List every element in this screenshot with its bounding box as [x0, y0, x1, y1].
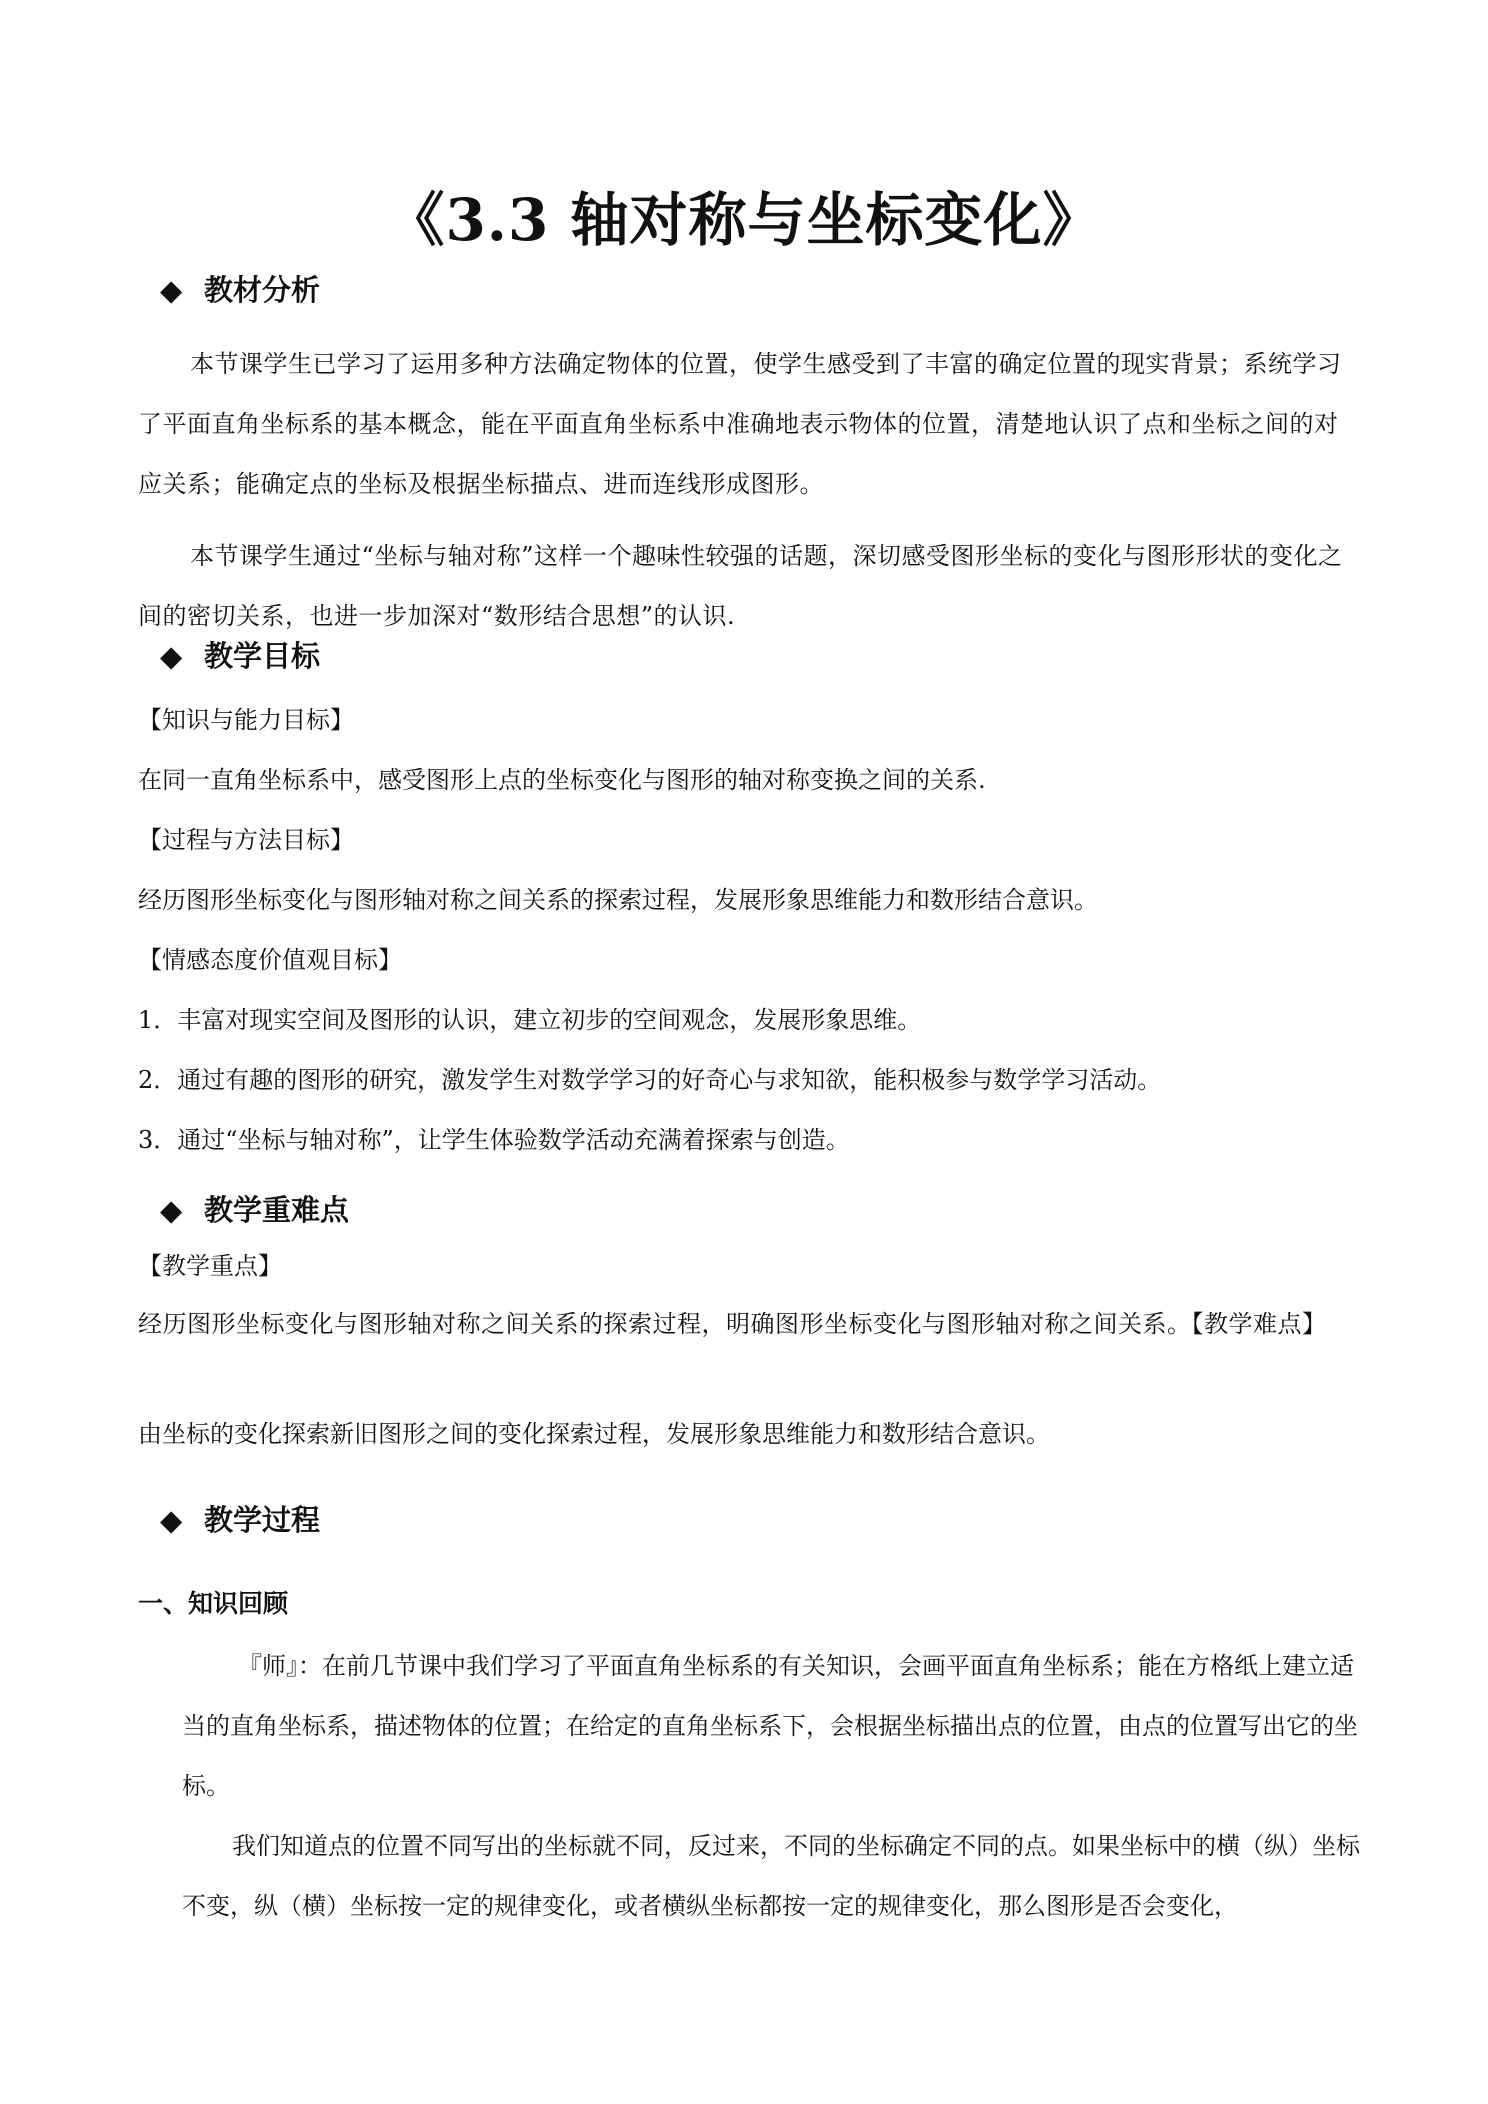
- process-goal-label: 【过程与方法目标】: [138, 826, 354, 854]
- process-goal-text: 经历图形坐标变化与图形轴对称之间关系的探索过程，发展形象思维能力和数形结合意识。: [138, 886, 1098, 914]
- emotion-goal-item: 2．通过有趣的图形的研究，激发学生对数学学习的好奇心与求知欲，能积极参与数学学习活动。: [138, 1066, 1162, 1094]
- review-paragraph-2: 我们知道点的位置不同写出的坐标就不同，反过来，不同的坐标确定不同的点。如果坐标中的横（纵）坐标不变，纵（横）坐标按一定的规律变化，或者横纵坐标都按一定的规律变化，那么图形是否会变化，: [182, 1832, 1360, 1920]
- heading-text: 教材分析: [204, 273, 321, 307]
- heading-text: 教学重难点: [204, 1193, 350, 1227]
- section-heading-analysis: [160, 270, 320, 310]
- section-heading-process: [160, 1500, 320, 1540]
- heading-text: 教学过程: [204, 1503, 321, 1537]
- key-point-label: 【教学重点】: [138, 1252, 282, 1280]
- knowledge-goal-label: 【知识与能力目标】: [138, 706, 354, 734]
- diamond-bullet-icon: ◆: [160, 1503, 183, 1537]
- diamond-bullet-icon: ◆: [160, 639, 183, 673]
- key-point-text: 经历图形坐标变化与图形轴对称之间关系的探索过程，明确图形坐标变化与图形轴对称之间关系。【教学难点】: [138, 1310, 1327, 1338]
- review-paragraph-1: 『师』：在前几节课中我们学习了平面直角坐标系的有关知识，会画平面直角坐标系；能在方格纸上建立适当的直角坐标系，描述物体的位置；在给定的直角坐标系下，会根据坐标描出点的位置，由点的位置写出它的坐标。: [182, 1652, 1358, 1800]
- knowledge-goal-text: 在同一直角坐标系中，感受图形上点的坐标变化与图形的轴对称变换之间的关系.: [138, 766, 986, 794]
- heading-text: 教学目标: [204, 639, 321, 673]
- section-heading-keypoints: [160, 1190, 349, 1230]
- document-title: 《3.3 轴对称与坐标变化》: [386, 186, 1102, 254]
- section-heading-goals: [160, 636, 320, 676]
- diamond-bullet-icon: ◆: [160, 1193, 183, 1227]
- analysis-paragraph-1: 本节课学生已学习了运用多种方法确定物体的位置，使学生感受到了丰富的确定位置的现实背景；系统学习了平面直角坐标系的基本概念，能在平面直角坐标系中准确地表示物体的位置，清楚地认识了点和坐标之间的对应关系；能确定点的坐标及根据坐标描点、进而连线形成图形。: [138, 350, 1342, 498]
- difficult-point-text: 由坐标的变化探索新旧图形之间的变化探索过程，发展形象思维能力和数形结合意识。: [138, 1420, 1050, 1448]
- diamond-bullet-icon: ◆: [160, 273, 183, 307]
- analysis-paragraph-2: 本节课学生通过“坐标与轴对称”这样一个趣味性较强的话题，深切感受图形坐标的变化与图形形状的变化之间的密切关系，也进一步加深对“数形结合思想”的认识.: [138, 542, 1343, 630]
- emotion-goal-item: 3．通过“坐标与轴对称”，让学生体验数学活动充满着探索与创造。: [138, 1126, 850, 1154]
- review-subtitle: 一、知识回顾: [138, 1589, 289, 1618]
- emotion-goal-label: 【情感态度价值观目标】: [138, 946, 402, 974]
- emotion-goal-item: 1．丰富对现实空间及图形的认识，建立初步的空间观念，发展形象思维。: [138, 1006, 922, 1034]
